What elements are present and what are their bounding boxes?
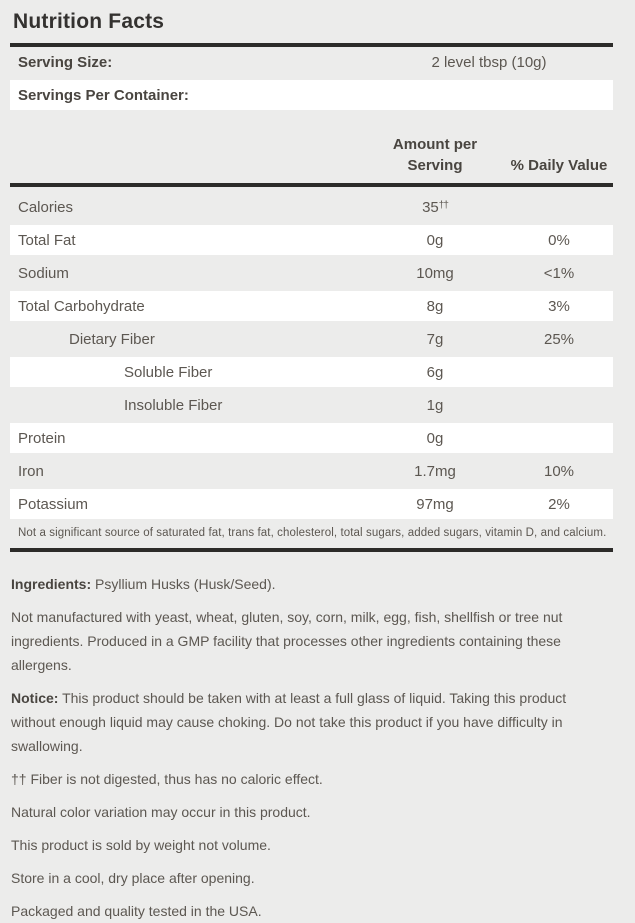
table-row: [10, 390, 613, 420]
nutrient-label: Soluble Fiber: [124, 363, 213, 381]
paragraph-text: This product should be taken with at least a full glass of liquid. Taking this product without enough liquid may cause choking. Do not take this product if you have difficulty in swallowing.: [11, 690, 567, 754]
nutrient-daily-value: 10%: [543, 462, 575, 480]
amount-header-line1: Amount per: [392, 136, 478, 153]
nutrition-rows: [10, 190, 613, 519]
table-row: [10, 423, 613, 453]
nutrient-amount-value: 0g: [426, 231, 444, 249]
nutrient-label: Dietary Fiber: [69, 330, 155, 348]
info-paragraphs: [10, 572, 613, 923]
nutrient-amount: [365, 199, 505, 216]
paragraph-text: †† Fiber is not digested, thus has no caloric effect.: [11, 771, 323, 787]
daily-value-header: % Daily Value: [510, 157, 608, 174]
amount-header: [365, 134, 505, 176]
info-paragraph: [11, 899, 613, 923]
servings-per-container-row: [10, 80, 613, 110]
nutrient-amount-value: 6g: [426, 363, 444, 381]
nutrient-amount-value: 0g: [426, 429, 444, 447]
table-row: [10, 456, 613, 486]
nutrient-amount-value: 35: [422, 198, 439, 216]
table-row: [10, 291, 613, 321]
table-row: [10, 324, 613, 354]
serving-size-label: Serving Size:: [18, 53, 113, 71]
info-paragraph: [11, 767, 613, 791]
info-paragraph: [11, 800, 613, 824]
nutrient-amount: [365, 397, 505, 414]
paragraph-text: This product is sold by weight not volume.: [11, 837, 271, 853]
serving-size-row: [10, 47, 613, 77]
table-row: [10, 489, 613, 519]
nutrient-amount-value: 1g: [426, 396, 444, 414]
footnote-rule: [10, 548, 613, 552]
paragraph-lead: Notice:: [11, 690, 59, 706]
dagger-mark: ††: [438, 199, 448, 211]
nutrient-daily-value: 25%: [543, 330, 575, 348]
table-header-row: [10, 134, 613, 183]
table-row: [10, 225, 613, 255]
nutrient-label: Insoluble Fiber: [124, 396, 223, 414]
nutrient-label: Sodium: [18, 264, 69, 282]
table-row: [10, 258, 613, 288]
nutrient-amount: [365, 496, 505, 513]
paragraph-text: Psyllium Husks (Husk/Seed).: [91, 576, 276, 592]
paragraph-text: Store in a cool, dry place after opening.: [11, 870, 255, 886]
footnote: Not a significant source of saturated fat, trans fat, cholesterol, total sugars, added sugars, vitamin D, and calcium.: [18, 527, 607, 539]
nutrient-label: Potassium: [18, 495, 89, 513]
nutrient-daily-value: 3%: [548, 297, 570, 315]
nutrient-amount: [365, 331, 505, 348]
nutrient-daily-value: 2%: [548, 495, 570, 513]
nutrient-label: Total Carbohydrate: [18, 297, 145, 315]
nutrient-amount-value: 8g: [426, 297, 444, 315]
header-rule: [10, 183, 613, 187]
nutrient-label: Total Fat: [18, 231, 76, 249]
table-row: [10, 357, 613, 387]
info-paragraph: [11, 686, 613, 758]
nutrient-amount-value: 10mg: [416, 264, 454, 282]
paragraph-text: Natural color variation may occur in this product.: [11, 804, 311, 820]
nutrient-amount: [365, 298, 505, 315]
nutrient-daily-value: 0%: [548, 231, 570, 249]
info-paragraph: [11, 833, 613, 857]
amount-header-line2: Serving: [407, 157, 463, 174]
paragraph-lead: Ingredients:: [11, 576, 92, 592]
nutrient-label: Protein: [18, 429, 66, 447]
nutrient-label: Calories: [18, 198, 74, 216]
nutrient-daily-value: <1%: [543, 264, 575, 282]
nutrient-amount-value: 7g: [426, 330, 444, 348]
paragraph-text: Not manufactured with yeast, wheat, gluten, soy, corn, milk, egg, fish, shellfish or tree nut ingredients. Produced in a GMP facility that processes other ingredients containing these allergens.: [11, 609, 563, 673]
nutrient-amount: [365, 232, 505, 249]
nutrient-amount: [365, 364, 505, 381]
info-paragraph: [11, 572, 613, 596]
info-paragraph: [11, 866, 613, 890]
panel-title: Nutrition Facts: [13, 10, 165, 33]
servings-per-container-label: Servings Per Container:: [18, 86, 189, 104]
nutrient-amount-value: 1.7mg: [414, 462, 456, 480]
nutrient-amount: [365, 265, 505, 282]
nutrient-amount: [365, 430, 505, 447]
nutrient-amount-value: 97mg: [416, 495, 454, 513]
nutrient-amount: [365, 463, 505, 480]
serving-size-value: 2 level tbsp (10g): [431, 53, 547, 71]
paragraph-text: Packaged and quality tested in the USA.: [11, 903, 262, 919]
nutrient-label: Iron: [18, 462, 44, 480]
info-paragraph: [11, 605, 613, 677]
table-row: [10, 192, 613, 222]
